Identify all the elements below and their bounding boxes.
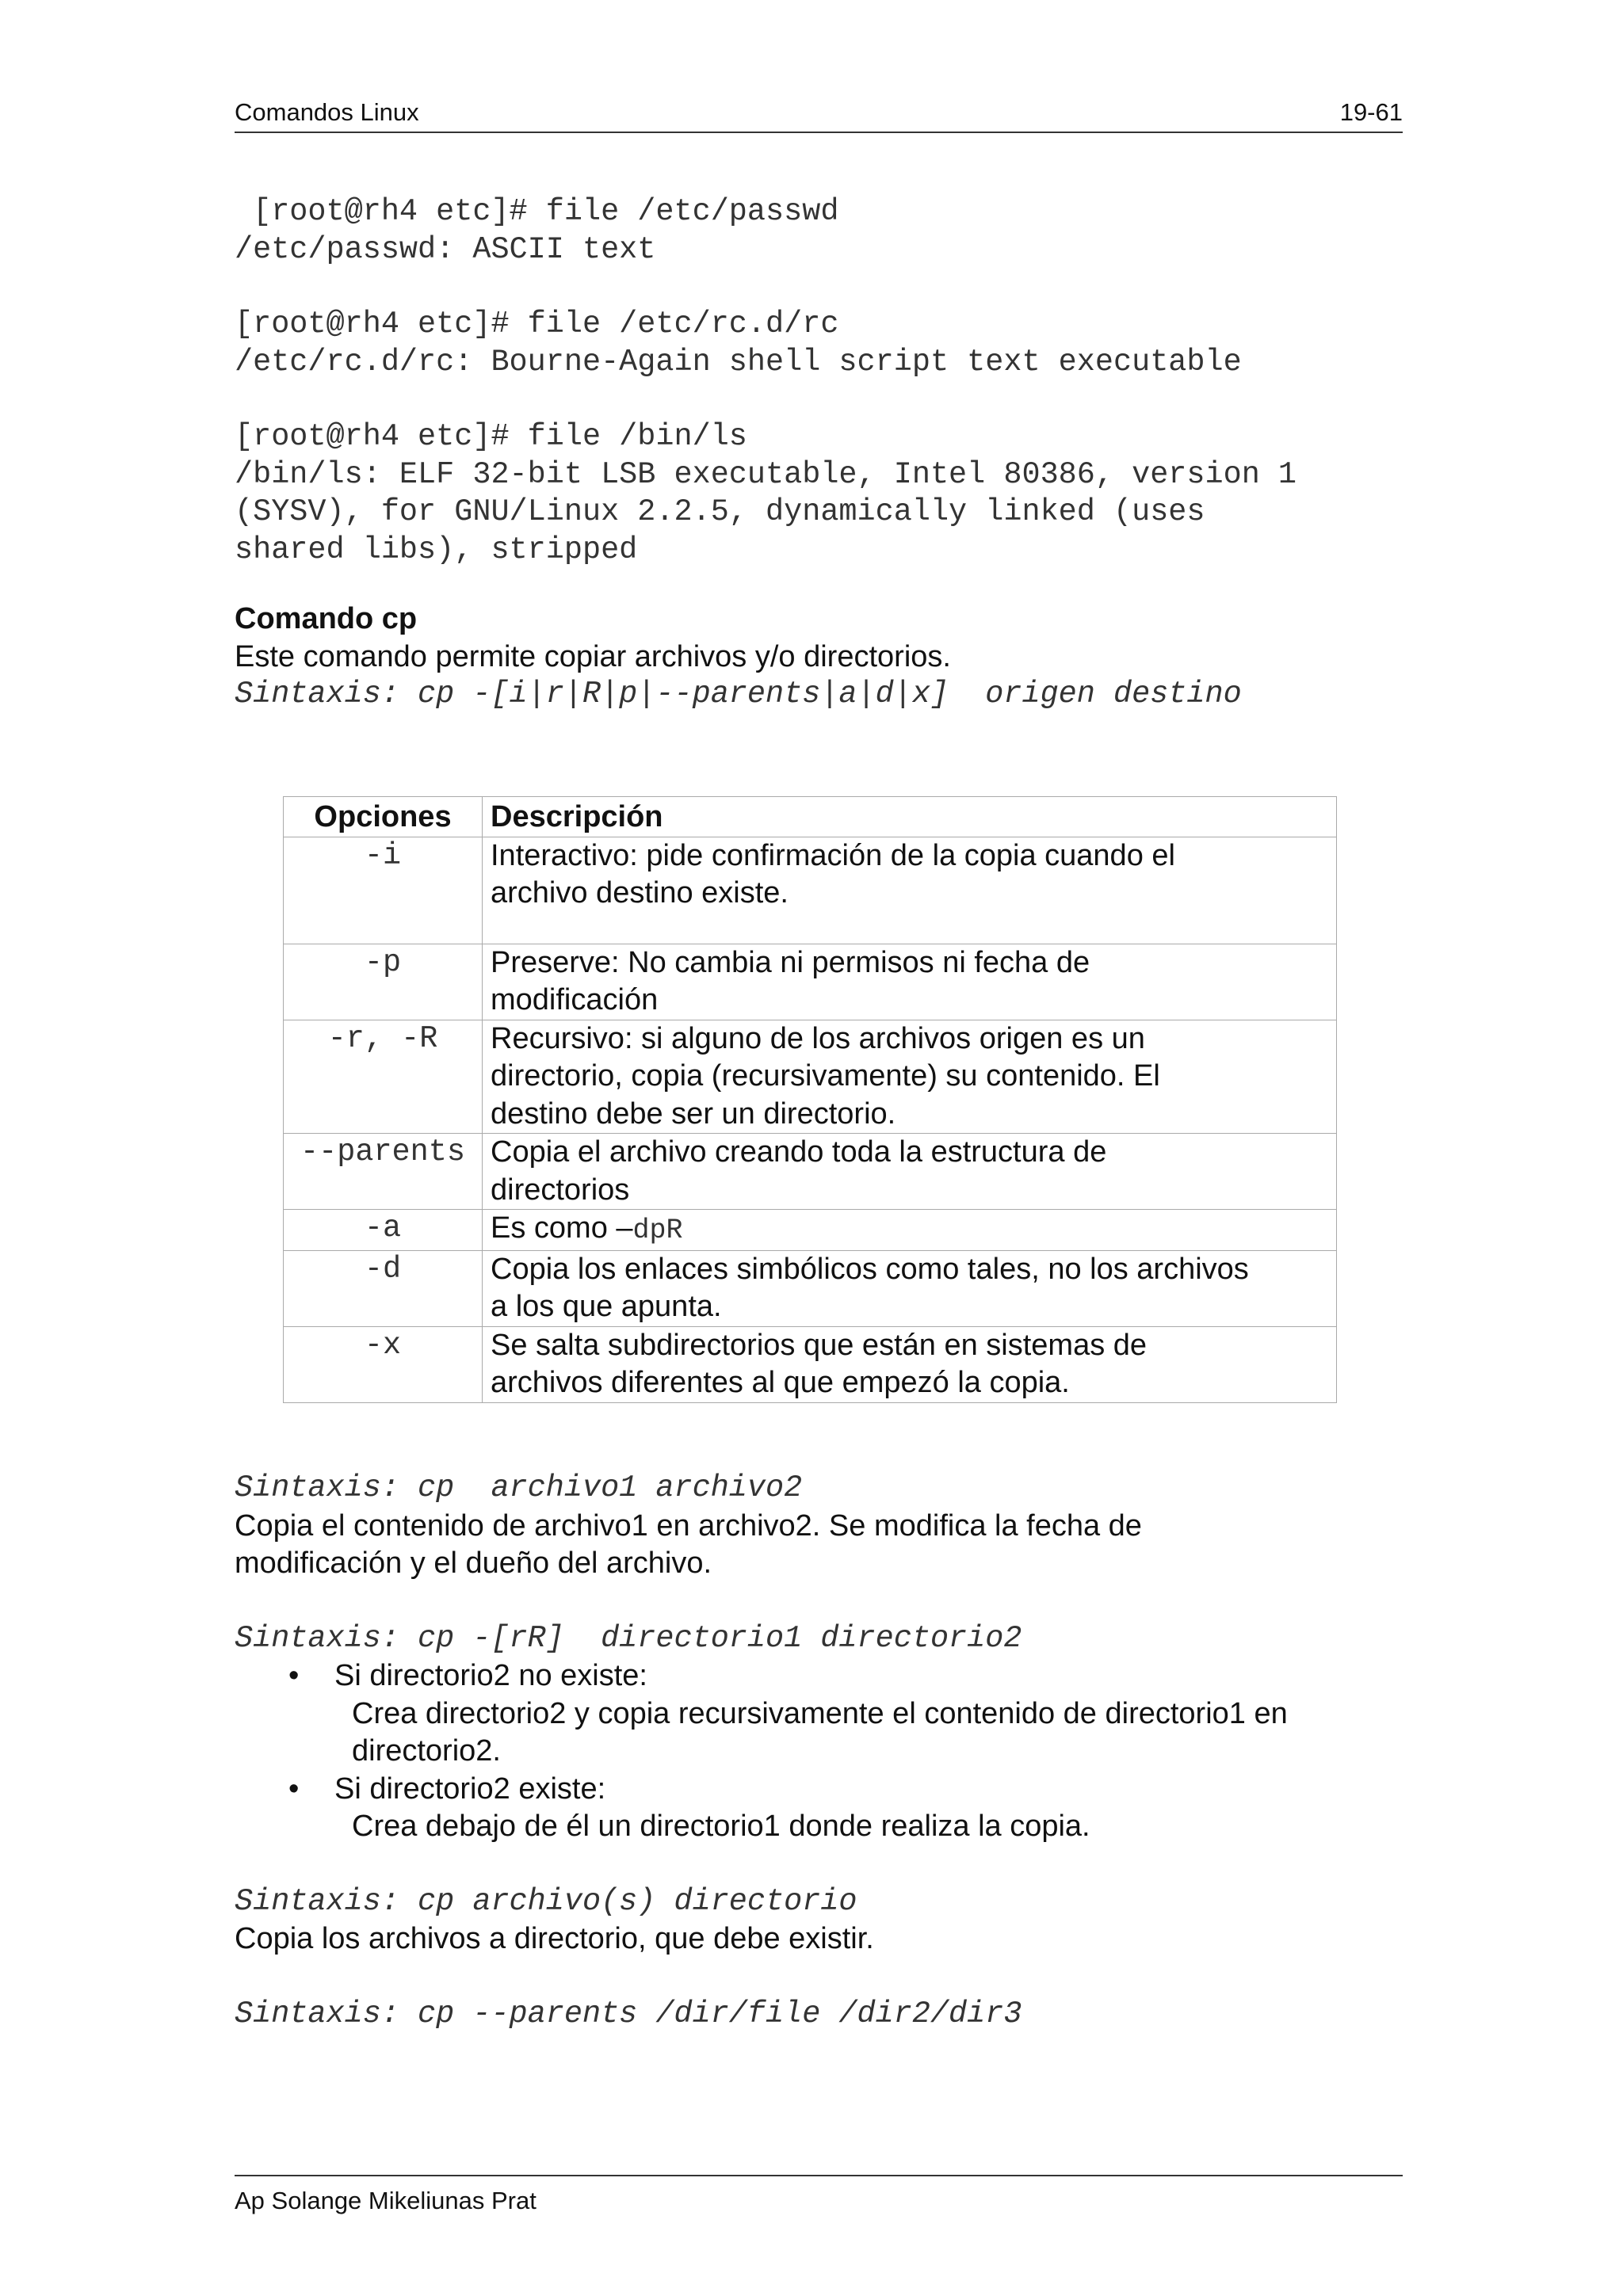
description-line: destino debe ser un directorio. (491, 1097, 896, 1131)
code-prompt: [root@rh4 etc]# file /bin/ls (235, 419, 747, 454)
description-cell (483, 1326, 1337, 1402)
description-line: Preserve: No cambia ni permisos ni fecha de (491, 945, 1090, 979)
description-line: directorio, copia (recursivamente) su contenido. El (491, 1059, 1160, 1093)
options-table (283, 796, 1337, 1403)
section-syntax: Sintaxis: cp -[i|r|R|p|--parents|a|d|x] origen destino (235, 677, 1242, 711)
column-header-options: Opciones (284, 797, 483, 837)
bullet-label: Si directorio2 no existe: (334, 1659, 647, 1692)
description-line: Interactivo: pide confirmación de la copia cuando el (491, 838, 1175, 872)
code-prompt: [root@rh4 etc]# file /etc/rc.d/rc (235, 307, 839, 341)
option-cell: -p (284, 944, 483, 1020)
description-line: directorios (491, 1173, 630, 1207)
footer-rule (235, 2175, 1403, 2176)
table-row (284, 944, 1337, 1020)
description-code: dpR (632, 1215, 683, 1246)
list-item (235, 1657, 1403, 1695)
list-item (235, 1771, 1403, 1809)
option-cell: -d (284, 1250, 483, 1326)
bullet-label: Si directorio2 existe: (334, 1772, 606, 1806)
description-line: Copia el archivo creando toda la estructura de (491, 1135, 1107, 1169)
table-row (284, 1020, 1337, 1134)
table-row (284, 837, 1337, 944)
usage-text: modificación y el dueño del archivo. (235, 1547, 712, 1580)
code-example-1 (235, 193, 1403, 269)
table-row (284, 1210, 1337, 1251)
usage-section (235, 1470, 1403, 2033)
usage-syntax: Sintaxis: cp --parents /dir/file /dir2/dir3 (235, 1996, 1022, 2031)
column-header-description: Descripción (483, 797, 1337, 837)
usage-syntax: Sintaxis: cp archivo(s) directorio (235, 1883, 857, 1919)
code-example-3 (235, 418, 1403, 569)
bullet-icon: • (288, 1659, 300, 1692)
list-item-detail (235, 1808, 1403, 1846)
section-intro: Este comando permite copiar archivos y/o directorios. (235, 639, 951, 673)
description-line: Se salta subdirectorios que están en sistemas de (491, 1328, 1148, 1362)
header-title: Comandos Linux (235, 98, 419, 126)
code-output: /etc/rc.d/rc: Bourne-Again shell script text executable (235, 344, 1242, 379)
page-number: 19-61 (1339, 98, 1403, 126)
bullet-icon: • (288, 1772, 300, 1806)
usage-text: Copia los archivos a directorio, que debe existir. (235, 1922, 874, 1955)
page-header (235, 97, 1403, 133)
table-row (284, 1250, 1337, 1326)
bullet-detail: directorio2. (352, 1734, 501, 1768)
description-cell (483, 1210, 1337, 1251)
code-prompt: [root@rh4 etc]# file /etc/passwd (235, 194, 839, 229)
table-header-row (284, 797, 1337, 837)
code-output: /etc/passwd: ASCII text (235, 231, 656, 267)
description-line: archivos diferentes al que empezó la copia. (491, 1366, 1070, 1399)
description-line: a los que apunta. (491, 1290, 722, 1323)
option-cell: -a (284, 1210, 483, 1251)
usage-bullets (235, 1657, 1403, 1846)
description-line: modificación (491, 983, 659, 1016)
code-output: shared libs), stripped (235, 532, 638, 567)
code-example-2 (235, 306, 1403, 381)
code-output: /bin/ls: ELF 32-bit LSB executable, Intel 80386, version 1 (235, 456, 1297, 492)
description-line: Recursivo: si alguno de los archivos origen es un (491, 1021, 1145, 1055)
usage-syntax: Sintaxis: cp archivo1 archivo2 (235, 1470, 803, 1505)
description-cell (483, 1020, 1337, 1134)
page-body (235, 193, 1403, 714)
table-row (284, 1326, 1337, 1402)
footer-author: Ap Solange Mikeliunas Prat (235, 2187, 537, 2214)
option-cell: -r, -R (284, 1020, 483, 1134)
option-cell: -x (284, 1326, 483, 1402)
description-line: Copia los enlaces simbólicos como tales, no los archivos (491, 1252, 1249, 1286)
bullet-detail: Crea debajo de él un directorio1 donde realiza la copia. (352, 1810, 1090, 1843)
option-cell: -i (284, 837, 483, 944)
table-row (284, 1134, 1337, 1210)
usage-text: Copia el contenido de archivo1 en archivo2. Se modifica la fecha de (235, 1508, 1142, 1543)
section-title: Comando cp (235, 602, 418, 635)
description-cell (483, 1250, 1337, 1326)
description-cell (483, 837, 1337, 944)
code-output: (SYSV), for GNU/Linux 2.2.5, dynamically linked (uses (235, 494, 1205, 529)
option-cell: --parents (284, 1134, 483, 1210)
bullet-detail: Crea directorio2 y copia recursivamente el contenido de directorio1 en (352, 1696, 1288, 1730)
description-cell (483, 944, 1337, 1020)
description-text: Es como – (491, 1211, 633, 1245)
description-line: archivo destino existe. (491, 876, 789, 910)
usage-syntax: Sintaxis: cp -[rR] directorio1 directorio2 (235, 1620, 1022, 1656)
description-cell (483, 1134, 1337, 1210)
list-item-detail (235, 1695, 1403, 1771)
